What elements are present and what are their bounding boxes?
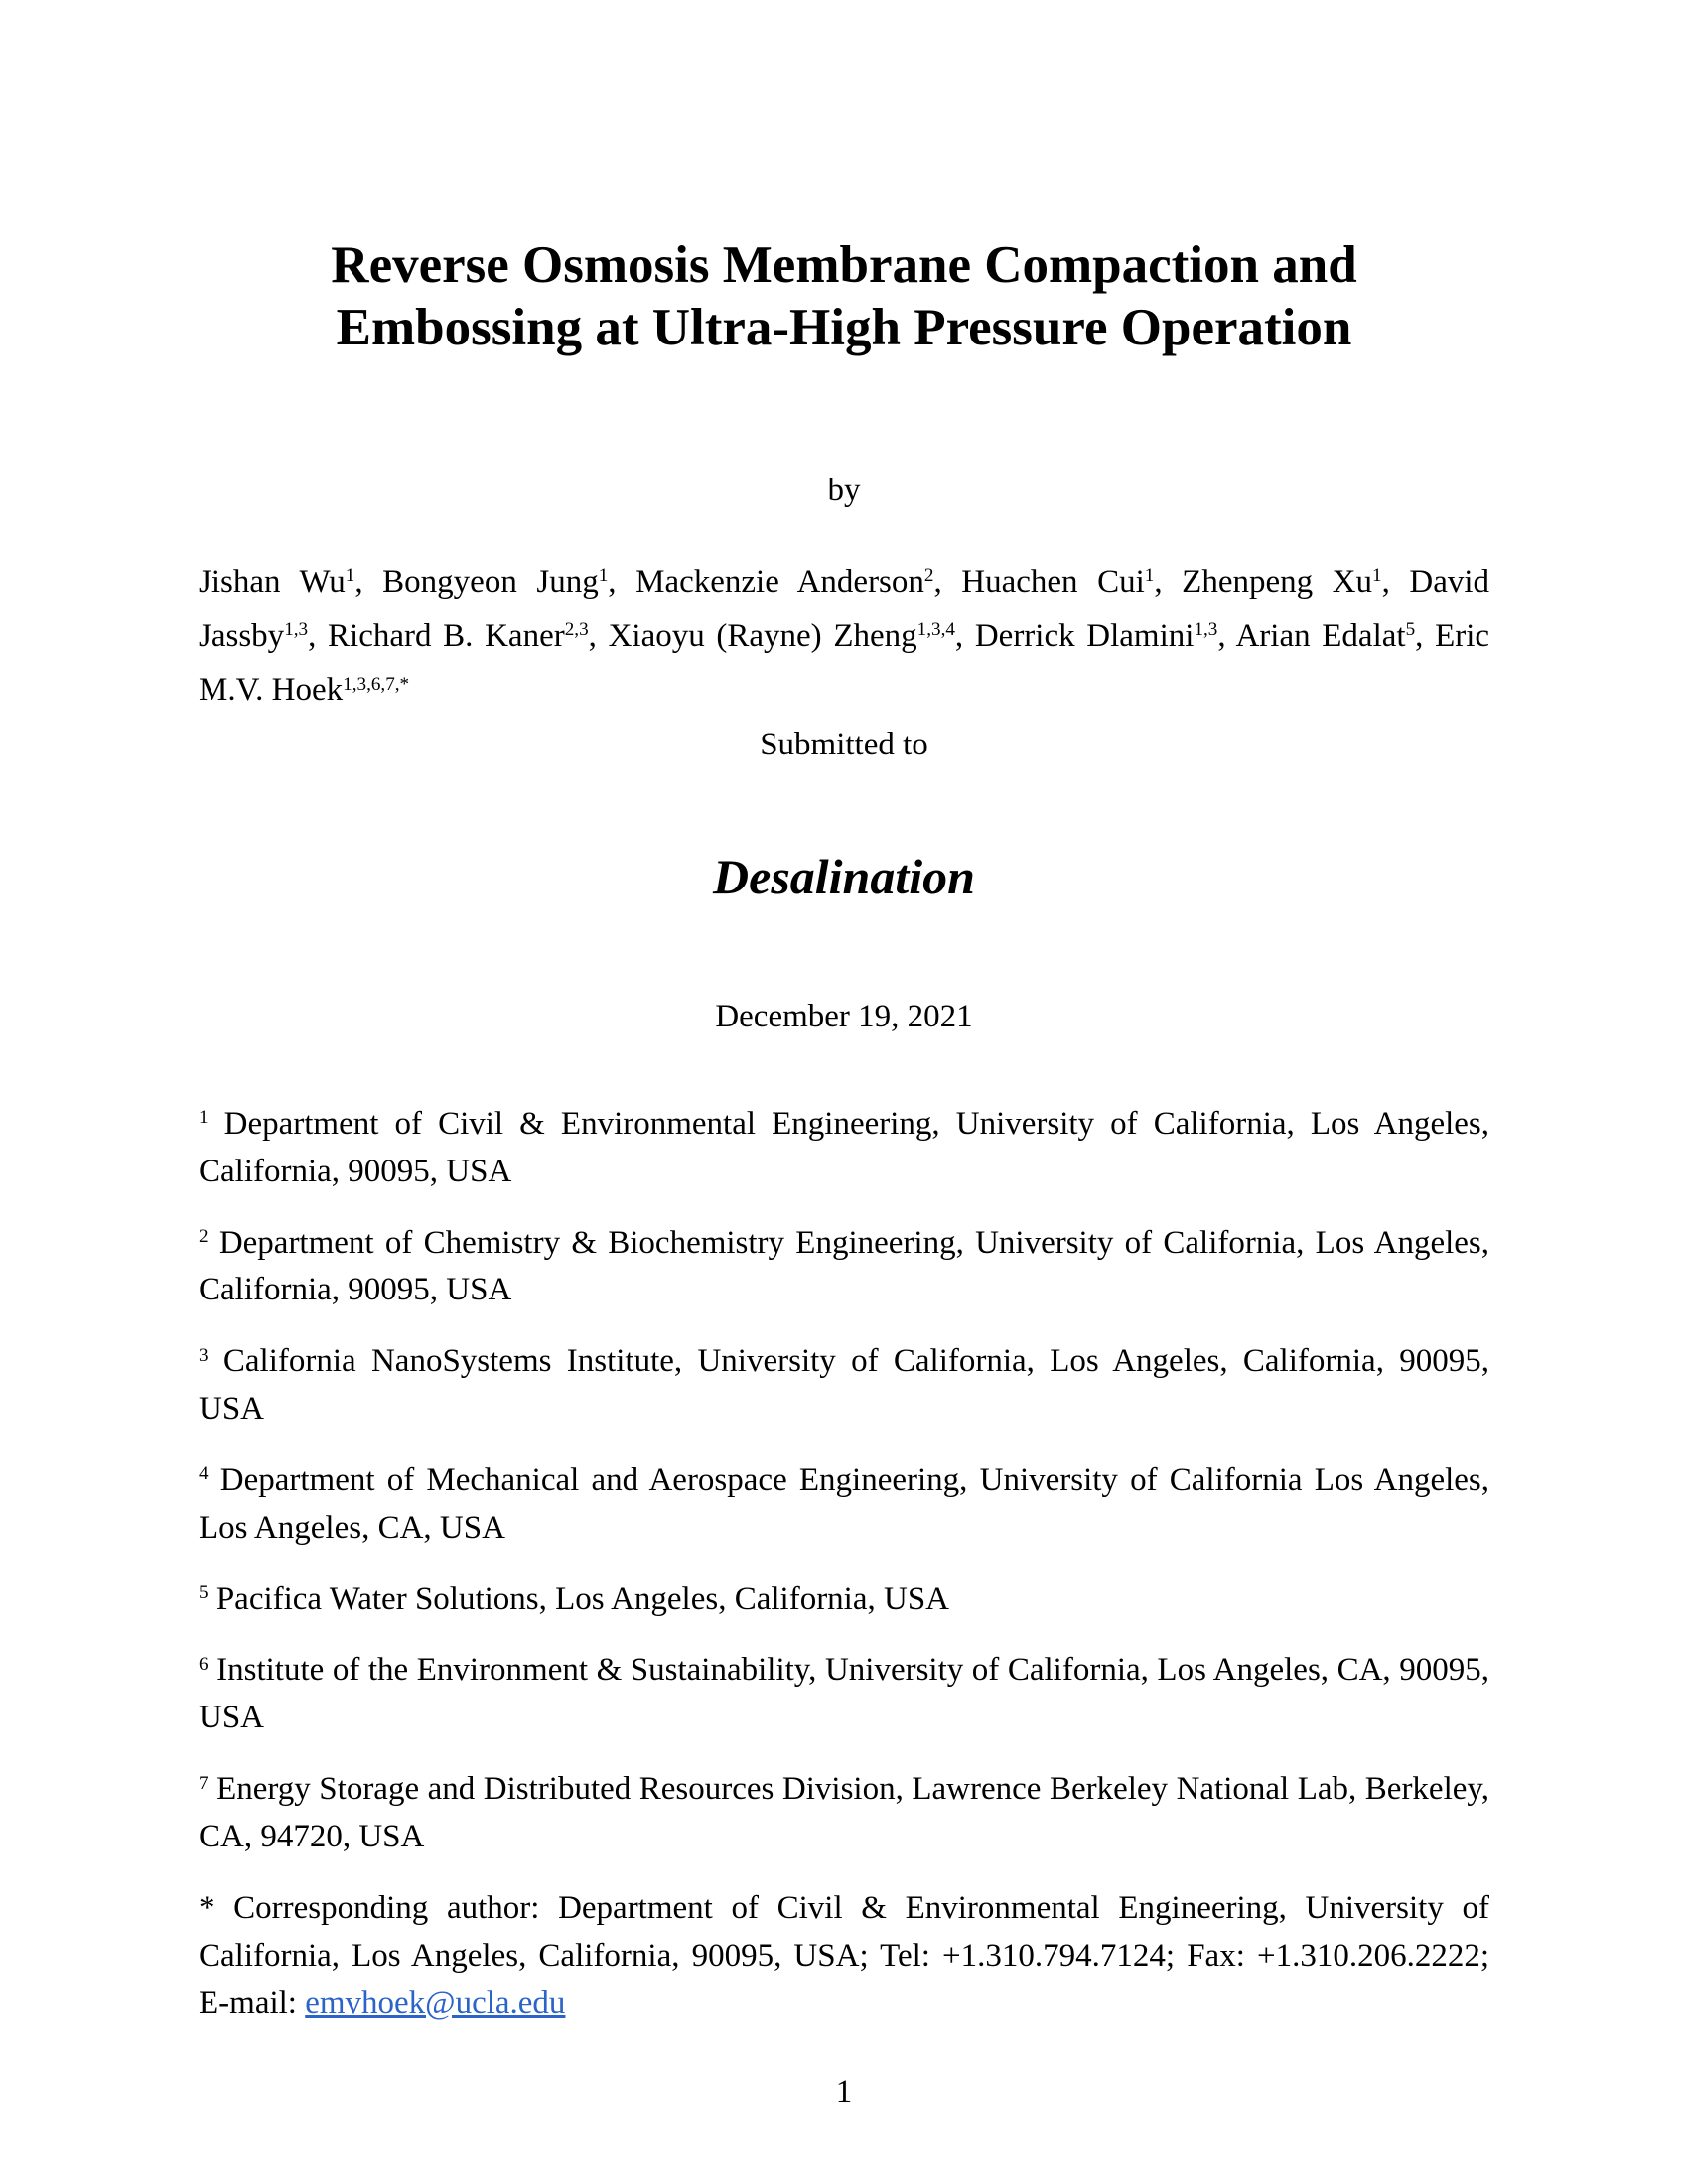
submission-date: December 19, 2021 [715, 999, 973, 1035]
affiliation: $^6$ Institute of the Environment & Sustainability, University of California, Los Angeles, CA, 90095, USA [199, 1652, 1489, 1736]
corresponding-author-text: * Corresponding author: Department of Civil & Environmental Engineering, University of California, Los Angeles, California, 90095, USA; Tel: +1.310.794.7124; Fax: +1.310.206.2222; E-mail: [199, 1889, 1489, 2021]
author-affiliation-superscript: 1,3 [284, 619, 309, 641]
author: Bongyeon Jung$^1$ [382, 563, 609, 600]
email-link[interactable]: emvhoek@ucla.edu [305, 1984, 566, 2021]
author-affiliation-superscript: 2,3 [564, 619, 589, 641]
author: Richard B. Kaner$^{2,3}$ [328, 617, 589, 654]
author: Mackenzie Anderson$^2$ [635, 563, 934, 600]
affiliation-number-superscript: 6 [199, 1653, 209, 1675]
author: Eric M.V. Hoek$^{1,3,6,7,*}$ [199, 617, 1490, 709]
paper-title [199, 234, 1489, 358]
byline: by [827, 473, 861, 509]
author: Zhenpeng Xu$^1$ [1182, 563, 1382, 600]
affiliation-number-superscript: 2 [199, 1226, 209, 1248]
corresponding-author-note [199, 1885, 1489, 2028]
author: Derrick Dlamini$^{1,3}$ [974, 617, 1218, 654]
author-affiliation-superscript: 1 [345, 565, 355, 587]
affiliation: $^3$ California NanoSystems Institute, University of California, Los Angeles, California, 90095, USA [199, 1343, 1489, 1428]
affiliation-number-superscript: 4 [199, 1463, 209, 1485]
page-number: 1 [835, 2074, 853, 2110]
author-affiliation-superscript: 1,3,4 [916, 619, 955, 641]
affiliation: $^1$ Department of Civil & Environmental Engineering, University of California, Los Angeles, California, 90095, USA [199, 1105, 1489, 1189]
submitted-to-label: Submitted to [760, 727, 928, 763]
journal-name: Desalination [713, 849, 975, 905]
author-affiliation-superscript: 1 [1144, 565, 1155, 587]
affiliation: $^5$ Pacifica Water Solutions, Los Angeles, California, USA [199, 1580, 950, 1617]
author: David Jassby$^{1,3}$ [199, 563, 1490, 654]
paper-title-line1: Reverse Osmosis Membrane Compaction and [331, 236, 1357, 294]
author-affiliation-superscript: 1,3,6,7,* [343, 673, 410, 695]
affiliation: $^2$ Department of Chemistry & Biochemistry Engineering, University of California, Los Angeles, California, 90095, USA [199, 1224, 1489, 1308]
author-list: Jishan Wu$^1$, Bongyeon Jung$^1$, Mackenzie Anderson$^2$, Huachen Cui$^1$, Zhenpeng Xu$^1$, David Jassby$^{1,3}$, Richard B. Kaner$^{2,3}$, Xiaoyu (Rayne) Zheng$^{1,3,4}$, Derrick Dlamini$^{1,3}$, Arian Edalat$^5$, Eric M.V. Hoek$^{1,3,6,7,*}$ [199, 563, 1490, 709]
author-affiliation-superscript: 1,3 [1194, 619, 1218, 641]
author: Arian Edalat$^5$ [1235, 617, 1416, 654]
author-affiliation-superscript: 1 [598, 565, 609, 587]
affiliation-list [199, 1101, 1489, 1861]
author-affiliation-superscript: 1 [1372, 565, 1382, 587]
affiliation: $^4$ Department of Mechanical and Aerospace Engineering, University of California Los Angeles, Los Angeles, CA, USA [199, 1461, 1489, 1546]
affiliation: $^7$ Energy Storage and Distributed Resources Division, Lawrence Berkeley National Lab, Berkeley, CA, 94720, USA [199, 1771, 1489, 1855]
author: Huachen Cui$^1$ [961, 563, 1155, 600]
paper-title-line2: Embossing at Ultra-High Pressure Operation [336, 298, 1352, 356]
affiliation-number-superscript: 7 [199, 1772, 209, 1794]
author: Xiaoyu (Rayne) Zheng$^{1,3,4}$ [608, 617, 955, 654]
author: Jishan Wu$^1$ [199, 563, 355, 600]
affiliation-number-superscript: 5 [199, 1582, 209, 1604]
author-affiliation-superscript: 5 [1405, 619, 1416, 641]
author-affiliation-superscript: 2 [923, 565, 934, 587]
affiliation-number-superscript: 1 [199, 1107, 209, 1129]
affiliation-number-superscript: 3 [199, 1344, 209, 1366]
